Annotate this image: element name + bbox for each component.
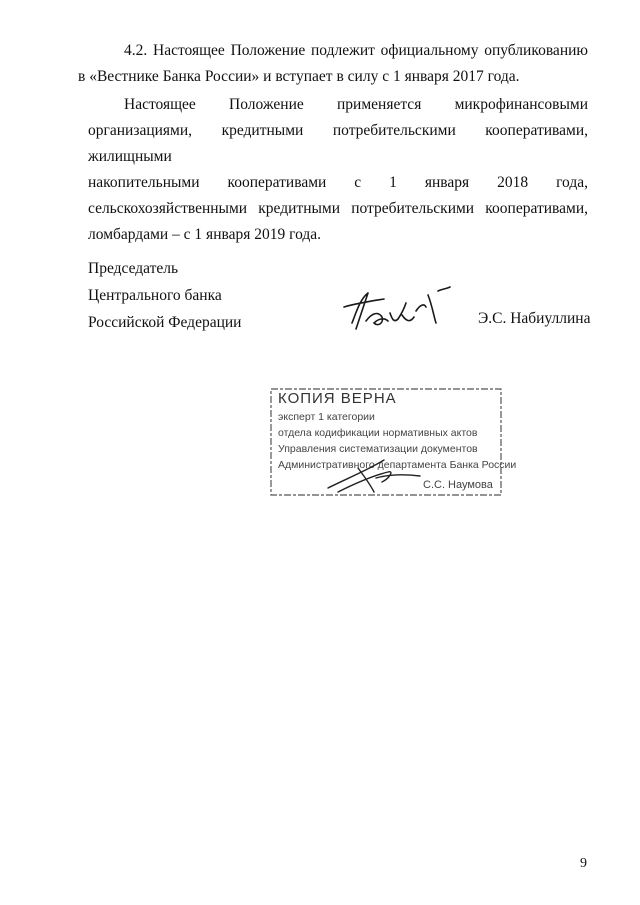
stamp-line: отдела кодификации нормативных актов bbox=[278, 427, 478, 439]
stamp-title: КОПИЯ ВЕРНА bbox=[278, 390, 397, 407]
stamp-signature bbox=[318, 448, 428, 496]
paragraph-4-2 bbox=[78, 38, 588, 90]
paragraph-line: накопительными кооперативами с 1 января 2018 года, bbox=[88, 174, 588, 191]
stamp-line: Управления систематизации документов bbox=[278, 443, 478, 455]
signatory-name: Э.С. Набиуллина bbox=[478, 310, 591, 327]
paragraph-line: Настоящее Положение применяется микрофинансовыми bbox=[124, 96, 588, 113]
signatory-title-line: Председатель bbox=[88, 260, 179, 277]
paragraph-line: организациями, кредитными потребительскими кооперативами, жилищными bbox=[88, 122, 588, 165]
stamp-line: Административного департамента Банка России bbox=[278, 459, 517, 471]
paragraph-line: ломбардами – с 1 января 2019 года. bbox=[88, 226, 322, 243]
page-number: 9 bbox=[580, 856, 587, 871]
copy-certified-stamp bbox=[268, 386, 517, 498]
stamp-line: эксперт 1 категории bbox=[278, 411, 375, 423]
handwritten-signature bbox=[338, 283, 458, 335]
signatory-title bbox=[88, 255, 241, 336]
paragraph-line: в «Вестнике Банка России» и вступает в силу с 1 января 2017 года. bbox=[78, 68, 520, 85]
paragraph-line: 4.2. Настоящее Положение подлежит официальному опубликованию bbox=[124, 42, 588, 59]
stamp-person-name: С.С. Наумова bbox=[423, 479, 493, 491]
signatory-title-line: Российской Федерации bbox=[88, 314, 242, 331]
paragraph-effective-dates bbox=[88, 92, 588, 248]
signatory-title-line: Центрального банка bbox=[88, 287, 222, 304]
paragraph-line: сельскохозяйственными кредитными потребительскими кооперативами, bbox=[88, 200, 588, 217]
